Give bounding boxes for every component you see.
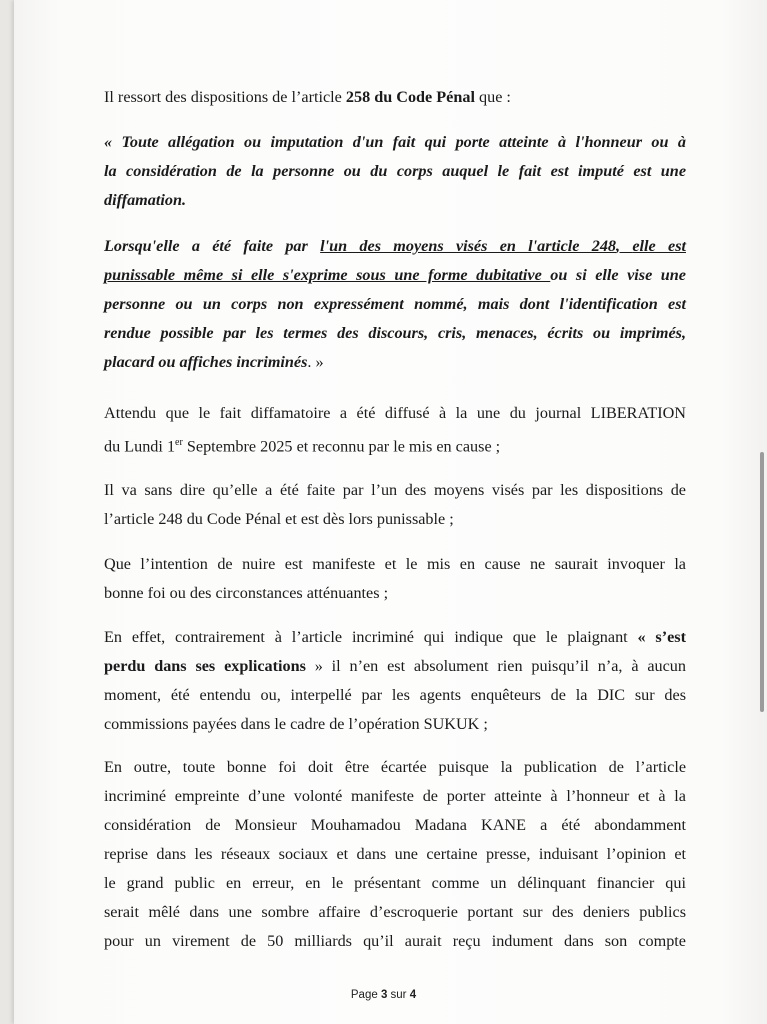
text-line: bonne foi ou des circonstances atténuantes ; [104,584,389,602]
text-span: placard ou affiches incriminés [104,353,308,371]
text-span: Septembre 2025 et reconnu par le mis en cause ; [182,437,501,456]
paragraph-intention-nuire [104,551,686,607]
total-page-count: 4 [409,989,417,1001]
text-line: Attendu que le fait diffamatoire a été diffusé à la une du journal LIBERATION [104,404,686,422]
paragraph-en-effet [104,624,686,738]
text-line [104,429,686,460]
quote-line [104,349,686,376]
quote-line: rendue possible par les termes des discours, cris, menaces, écrits ou imprimés, [104,324,686,342]
text-line: Que l’intention de nuire est manifeste et le mis en cause ne saurait invoquer la [104,555,686,573]
text-line: le grand public en erreur, en le présentant comme un délinquant financier qui [104,874,686,892]
text-line [104,653,686,680]
text-span: » il n’en est absolument rien puisqu’il n’a, à aucun [305,657,686,675]
text-line: En outre, toute bonne foi doit être écartée puisque la publication de l’article [104,758,686,776]
text-span: Lorsqu'elle a été faite par [104,237,321,255]
paragraph-attendu [104,400,686,460]
underlined-text: , [616,237,633,255]
scrollbar[interactable] [760,452,764,712]
underlined-text: punissable même si elle s'exprime sous une forme dubitative [104,266,551,284]
bold-quote: « s’est [637,628,686,646]
underlined-text: l'un des moyens visés en l'article 248 [320,237,617,255]
text-line: incriminé empreinte d’une volonté manifeste de porter atteinte à l’honneur et à la [104,787,686,805]
text-line: moment, été entendu ou, interpellé par les agents enquêteurs de la DIC sur des [104,686,686,704]
quote-line [104,262,686,289]
text-line: reprise dans les réseaux sociaux et dans une certaine presse, induisant l’opinion et [104,845,686,863]
quote-paragraph-definition [104,129,686,214]
bold-reference: 258 du Code Pénal [345,88,475,106]
text-span: que : [474,88,511,106]
quote-paragraph-punishable [104,233,686,376]
quote-line: diffamation. [104,191,186,209]
text-span: Il ressort des dispositions de l’article [104,88,346,106]
page-footer [0,989,767,1001]
text-span: En effet, contrairement à l’article incriminé qui indique que le plaignant [104,628,638,646]
paragraph-moyens-vises [104,477,686,533]
quote-line [104,233,686,260]
current-page-number: 3 [380,989,388,1001]
quote-line: « Toute allégation ou imputation d'un fait qui porte atteinte à l'honneur ou à [104,133,686,151]
underlined-text: elle est [632,237,686,255]
quote-line: la considération de la personne ou du corps auquel le fait est imputé est une [104,162,686,180]
text-line: serait mêlé dans une sombre affaire d’escroquerie portant sur des deniers publics [104,903,686,921]
footer-sur-label: sur [387,989,410,1001]
paragraph-en-outre [104,754,686,955]
text-line [104,624,686,651]
bold-quote: perdu dans ses explications [104,657,306,675]
text-line: pour un virement de 50 milliards qu’il aurait reçu indument dans son compte [104,932,686,950]
quote-line: personne ou un corps non expressément nommé, mais dont l'identification est [104,295,686,313]
text-span: du Lundi 1 [104,437,176,456]
footer-page-label: Page [350,989,381,1001]
closing-quote: . » [307,353,324,371]
text-span: ou si elle vise une [550,266,686,284]
paragraph-article-258-intro [104,84,686,111]
text-line: Il va sans dire qu’elle a été faite par l’un des moyens visés par les dispositions de [104,481,686,499]
text-line: considération de Monsieur Mouhamadou Madana KANE a été abondamment [104,816,686,834]
text-line: commissions payées dans le cadre de l’opération SUKUK ; [104,715,488,733]
text-line: l’article 248 du Code Pénal et est dès lors punissable ; [104,510,454,528]
superscript: er [175,437,183,448]
